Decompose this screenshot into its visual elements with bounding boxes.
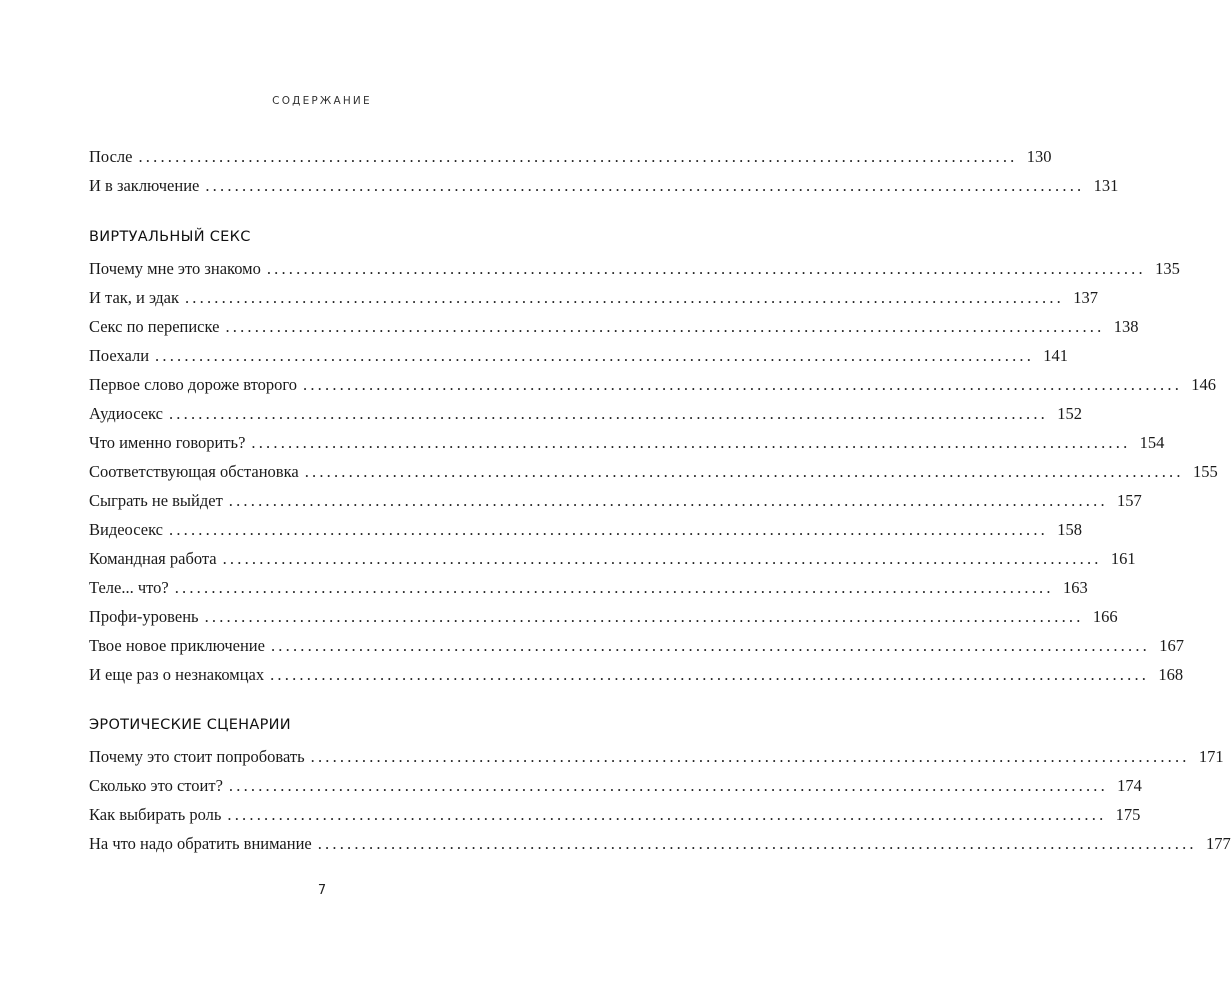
toc-entry-page: 163 — [1062, 578, 1088, 597]
toc-entry-page: 167 — [1159, 636, 1184, 655]
toc-entry-title: Профи-уровень — [89, 607, 199, 626]
toc-entry-page: 146 — [1191, 375, 1217, 394]
toc-entry[interactable] — [89, 575, 1088, 601]
toc-entry-page: 158 — [1057, 520, 1082, 539]
toc-entry-title: И в заключение — [89, 176, 200, 195]
toc-entry[interactable] — [89, 802, 1141, 828]
toc-entry-title: Командная работа — [89, 549, 217, 568]
toc-entry-page: 166 — [1092, 607, 1118, 626]
toc-entry[interactable] — [89, 401, 1082, 427]
section-heading-virtual: ВИРТУАЛЬНЫЙ СЕКС — [89, 229, 251, 245]
toc-entry-title: Почему мне это знакомо — [89, 259, 261, 278]
toc-entry-page: 177 — [1205, 834, 1231, 853]
toc-entry-title: Первое слово дороже второго — [89, 375, 298, 394]
section-heading-erotic: ЭРОТИЧЕСКИЕ СЦЕНАРИИ — [89, 717, 291, 733]
toc-entry[interactable] — [89, 773, 1142, 799]
page-number: 7 — [317, 883, 327, 898]
toc-entry-title: Соответствующая обстановка — [89, 462, 299, 481]
dot-leader: ........................................................................................................................ — [169, 520, 1048, 539]
toc-entry-title: Секс по переписке — [89, 317, 220, 336]
dot-leader: ........................................................................................................................ — [304, 462, 1184, 481]
toc-entry-title: На что надо обратить внимание — [89, 834, 312, 853]
toc-entry[interactable] — [89, 633, 1184, 659]
dot-leader: ........................................................................................................................ — [251, 433, 1131, 452]
toc-entry-title: И еще раз о незнакомцах — [89, 665, 265, 684]
dot-leader: ........................................................................................................................ — [270, 636, 1150, 655]
toc-entry-title: Что именно говорить? — [89, 433, 246, 452]
toc-entry[interactable] — [89, 314, 1139, 340]
dot-leader: ........................................................................................................................ — [168, 404, 1048, 423]
dot-leader: ........................................................................................................................ — [155, 346, 1035, 365]
toc-entry[interactable] — [89, 144, 1052, 170]
toc-entry[interactable] — [89, 546, 1136, 572]
toc-entry-page: 141 — [1043, 346, 1069, 365]
dot-leader: ........................................................................................................................ — [205, 176, 1085, 195]
toc-entry-title: Аудиосекс — [89, 404, 163, 423]
toc-entry-page: 152 — [1057, 404, 1082, 423]
dot-leader: ........................................................................................................................ — [227, 805, 1107, 824]
dot-leader: ........................................................................................................................ — [222, 549, 1102, 568]
toc-entry[interactable] — [89, 343, 1069, 369]
toc-entry[interactable] — [89, 488, 1142, 514]
toc-entry-page: 161 — [1110, 549, 1136, 568]
toc-entry-title: Почему это стоит попробовать — [89, 747, 305, 766]
dot-leader: ........................................................................................................................ — [228, 491, 1108, 510]
dot-leader: ........................................................................................................................ — [225, 317, 1105, 336]
toc-entry-page: 174 — [1117, 776, 1142, 795]
toc-entry[interactable] — [89, 372, 1217, 398]
toc-entry[interactable] — [89, 517, 1082, 543]
toc-entry-title: Сыграть не выйдет — [89, 491, 223, 510]
toc-entry-title: И так, и эдак — [89, 288, 179, 307]
toc-entry-title: Видеосекс — [89, 520, 163, 539]
toc-entry-page: 171 — [1198, 747, 1224, 766]
toc-entry-page: 175 — [1115, 805, 1141, 824]
toc-entry-page: 154 — [1139, 433, 1165, 452]
running-head: СОДЕРЖАНИЕ — [272, 95, 372, 107]
dot-leader: ........................................................................................................................ — [310, 747, 1190, 766]
toc-entry[interactable] — [89, 173, 1119, 199]
toc-entry-page: 157 — [1117, 491, 1142, 510]
dot-leader: ........................................................................................................................ — [270, 665, 1150, 684]
toc-entry[interactable] — [89, 604, 1118, 630]
toc-entry[interactable] — [89, 831, 1231, 857]
dot-leader: ........................................................................................................................ — [228, 776, 1108, 795]
toc-entry-title: Как выбирать роль — [89, 805, 222, 824]
dot-leader: ........................................................................................................................ — [138, 147, 1018, 166]
toc-entry-page: 130 — [1026, 147, 1052, 166]
dot-leader: ........................................................................................................................ — [174, 578, 1054, 597]
toc-entry[interactable] — [89, 256, 1180, 282]
dot-leader: ........................................................................................................................ — [204, 607, 1084, 626]
dot-leader: ........................................................................................................................ — [303, 375, 1183, 394]
toc-entry-title: После — [89, 147, 133, 166]
toc-entry[interactable] — [89, 744, 1224, 770]
toc-entry[interactable] — [89, 285, 1098, 311]
toc-entry[interactable] — [89, 430, 1165, 456]
toc-entry[interactable] — [89, 459, 1218, 485]
toc-entry-title: Твое новое приключение — [89, 636, 265, 655]
toc-entry-page: 135 — [1155, 259, 1180, 278]
toc-entry-page: 138 — [1113, 317, 1139, 336]
toc-entry-title: Поехали — [89, 346, 150, 365]
toc-entry-page: 155 — [1192, 462, 1218, 481]
dot-leader: ........................................................................................................................ — [317, 834, 1197, 853]
toc-entry-page: 168 — [1158, 665, 1184, 684]
toc-entry-page: 137 — [1073, 288, 1098, 307]
toc-entry[interactable] — [89, 662, 1184, 688]
toc-entry-title: Сколько это стоит? — [89, 776, 223, 795]
dot-leader: ........................................................................................................................ — [184, 288, 1064, 307]
dot-leader: ........................................................................................................................ — [266, 259, 1146, 278]
toc-entry-page: 131 — [1093, 176, 1119, 195]
toc-entry-title: Теле... что? — [89, 578, 169, 597]
